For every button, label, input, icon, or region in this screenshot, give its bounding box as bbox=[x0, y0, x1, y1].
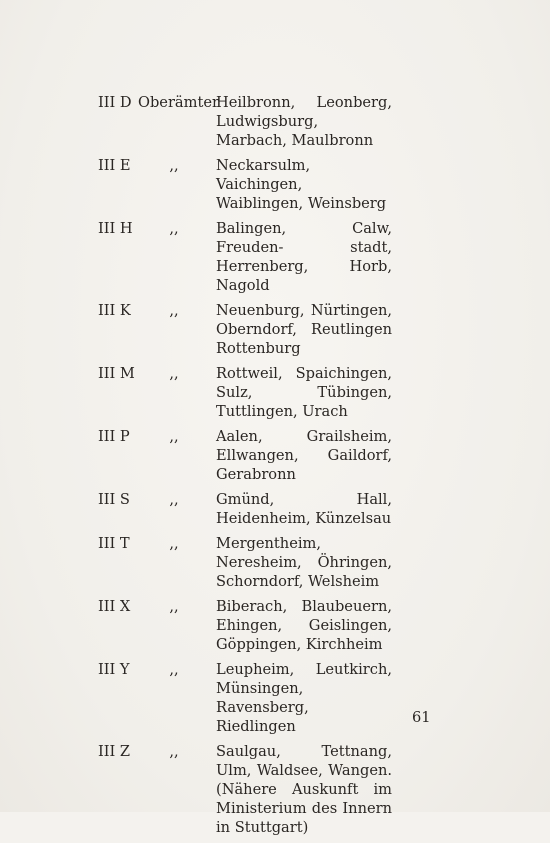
list-item bbox=[98, 156, 438, 213]
district-code: III K bbox=[98, 302, 131, 319]
ditto-mark: ,, bbox=[169, 220, 179, 237]
district-places: Gmünd, Hall, Heidenheim, Künzelsau bbox=[216, 491, 392, 527]
list-item bbox=[98, 534, 438, 591]
list-item bbox=[98, 597, 438, 654]
district-places: Rottweil, Spaichingen, Sulz, Tübingen, Tuttlingen, Urach bbox=[216, 365, 392, 420]
list-item bbox=[98, 219, 438, 295]
district-list bbox=[98, 93, 438, 843]
district-code: III H bbox=[98, 220, 133, 237]
list-item bbox=[98, 364, 438, 421]
district-places: Mergentheim, Neresheim, Öhringen, Schorndorf, Welsheim bbox=[216, 535, 392, 590]
district-code: III S bbox=[98, 491, 130, 508]
district-places: Balingen, Calw, Freuden- stadt, Herrenberg, Horb, Nagold bbox=[216, 220, 392, 294]
ditto-mark: ,, bbox=[169, 302, 179, 319]
ditto-mark: ,, bbox=[169, 661, 179, 678]
ditto-mark: ,, bbox=[169, 428, 179, 445]
district-code: III E bbox=[98, 157, 131, 174]
list-item bbox=[98, 660, 438, 736]
district-places: Aalen, Grailsheim, Ellwangen, Gaildorf, Gerabronn bbox=[216, 428, 392, 483]
ditto-mark: ,, bbox=[169, 535, 179, 552]
district-code: III Y bbox=[98, 661, 130, 678]
district-places: Heilbronn, Leonberg, Ludwigsburg, Marbach, Maulbronn bbox=[216, 94, 392, 149]
list-item bbox=[98, 490, 438, 528]
district-code: III D bbox=[98, 94, 132, 111]
district-places: Neuenburg, Nürtingen, Oberndorf, Reutlingen Rottenburg bbox=[216, 302, 392, 357]
ditto-mark: ,, bbox=[169, 157, 179, 174]
list-item bbox=[98, 93, 438, 150]
district-places: Biberach, Blaubeuern, Ehingen, Geislingen, Göppingen, Kirchheim bbox=[216, 598, 392, 653]
district-places: Leupheim, Leutkirch, Münsingen, Ravensberg, Riedlingen bbox=[216, 661, 392, 735]
district-code: III T bbox=[98, 535, 130, 552]
district-code: III M bbox=[98, 365, 135, 382]
ditto-mark: ,, bbox=[169, 491, 179, 508]
district-code: III Z bbox=[98, 743, 131, 760]
district-code: III P bbox=[98, 428, 130, 445]
ditto-mark: ,, bbox=[169, 365, 179, 382]
district-label: Oberämter bbox=[138, 94, 219, 111]
page-number: 61 bbox=[412, 709, 431, 726]
list-item bbox=[98, 742, 438, 837]
list-item bbox=[98, 427, 438, 484]
district-code: III X bbox=[98, 598, 131, 615]
ditto-mark: ,, bbox=[169, 743, 179, 760]
ditto-mark: ,, bbox=[169, 598, 179, 615]
district-places: Saulgau, Tettnang, Ulm, Waldsee, Wangen. (Nähere Auskunft im Ministerium des Innern in Stuttgart) bbox=[216, 743, 392, 836]
district-places: Neckarsulm, Vaichingen, Waiblingen, Weinsberg bbox=[216, 157, 387, 212]
list-item bbox=[98, 301, 438, 358]
